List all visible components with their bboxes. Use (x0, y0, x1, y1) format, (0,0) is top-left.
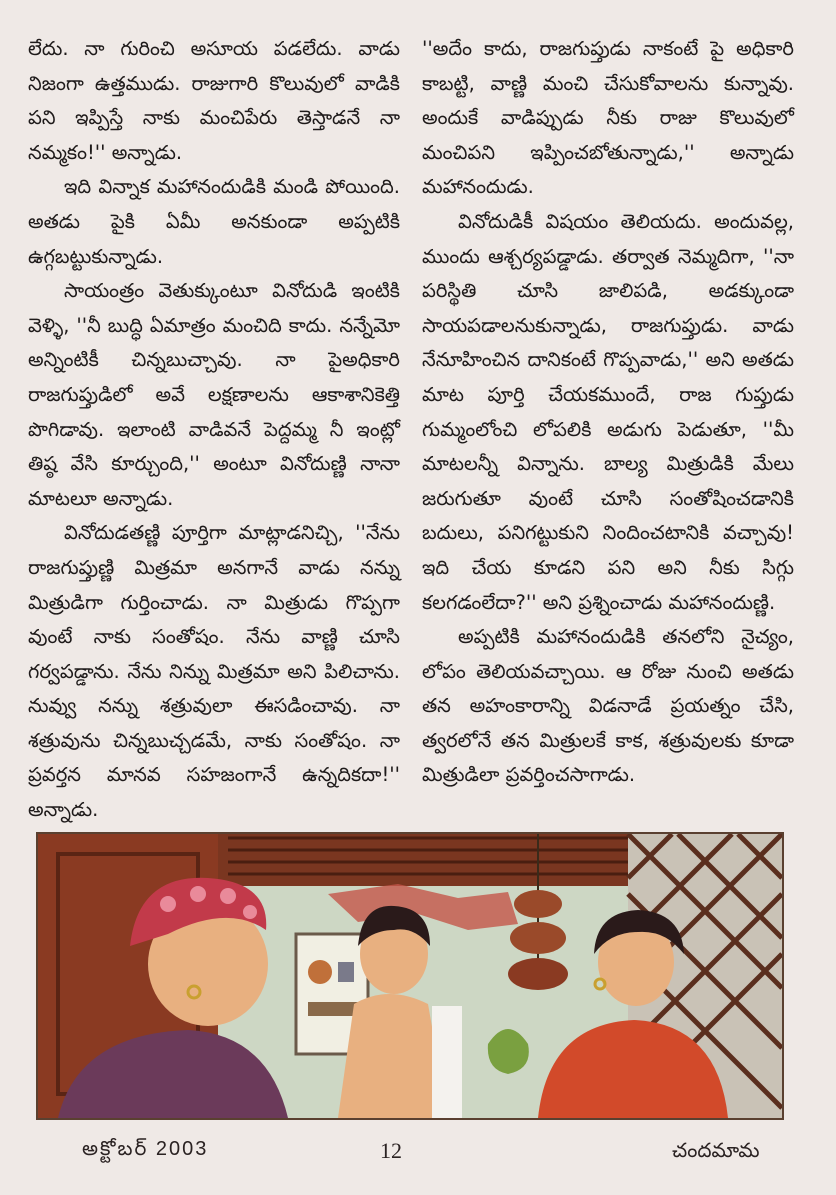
story-illustration (36, 832, 784, 1120)
paragraph: లేదు. నా గురించి అసూయ పడలేదు. వాడు నిజంగా ఉత్తముడు. రాజుగారి కొలువులో వాడికి పని ఇప్పిస్తే నాకు మంచిపేరు తెస్తాడనే నా నమ్మకం!'' అన్నాడు. (28, 37, 400, 164)
right-column (422, 32, 794, 793)
roof-beams (218, 834, 638, 886)
paragraph: ''అదేం కాదు, రాజగుప్తుడు నాకంటే పై అధికారి కాబట్టి, వాణ్ణి మంచి చేసుకోవాలను కున్నావు. అందుకే వాడిప్పుడు నీకు రాజు కొలువులో మంచిపని ఇప్పించబోతున్నాడు,'' అన్నాడు మహానందుడు. (422, 37, 794, 199)
magazine-name: చందమామ (672, 1138, 760, 1162)
paragraph: వినోదుడికీ విషయం తెలియదు. అందువల్ల, ముందు ఆశ్చర్యపడ్డాడు. తర్వాత నెమ్మదిగా, ''నా పరిస్థితి చూసి జాలిపడి, అడక్కుండా సాయపడాలనుకున్నాడు, రాజగుప్తుడు. వాడు నేనూహించిన దానికంటే గొప్పవాడు,'' అని అతడు మాట పూర్తి చేయకముందే, రాజ గుప్తుడు గుమ్మంలోంచి లోపలికి అడుగు పెడుతూ, ''మీ మాటలన్నీ విన్నాను. బాల్య మిత్రుడికి మేలు జరుగుతూ వుంటే చూసి సంతోషించడానికి బదులు, పనిగట్టుకుని నిందించటానికి వచ్చావు! ఇది చేయ కూడని పని అని నీకు సిగ్గు కలగడంలేదా?'' అని ప్రశ్నించాడు మహానందుణ్ణి. (422, 209, 794, 614)
footer-date: అక్టోబర్ 2003 (82, 1138, 209, 1160)
left-column (28, 32, 400, 828)
paragraph: సాయంత్రం వెతుక్కుంటూ వినోదుడి ఇంటికి వెళ్ళి, ''నీ బుద్ధి ఏమాత్రం మంచిది కాదు. నన్నేమో అన్నింటికీ చిన్నబుచ్చావు. నా పైఅధికారి రాజగుప్తుడిలో అవే లక్షణాలను ఆకాశానికెత్తి పొగిడావు. ఇలాంటి వాడివనే పెద్దమ్మ నీ ఇంట్లో తిష్ఠ వేసి కూర్చుంది,'' అంటూ వినోదుణ్ణి నానా మాటలూ అన్నాడు. (28, 279, 400, 510)
page-number: 12 (380, 1138, 402, 1163)
paragraph: అప్పటికి మహానందుడికి తనలోని నైచ్యం, లోపం తెలియవచ్చాయి. ఆ రోజు నుంచి అతడు తన అహంకారాన్ని విడనాడే ప్రయత్నం చేసి, త్వరలోనే తన మిత్రులకే కాక, శత్రువులకు కూడా మిత్రుడిలా ప్రవర్తించసాగాడు. (422, 625, 794, 787)
paragraph: ఇది విన్నాక మహానందుడికి మండి పోయింది. అతడు పైకి ఏమీ అనకుండా అప్పటికి ఉగ్గబట్టుకున్నాడు. (28, 175, 400, 268)
illustration-scene (38, 834, 782, 1118)
paragraph: వినోదుడతణ్ణి పూర్తిగా మాట్లాడనిచ్చి, ''నేను రాజగుప్తుణ్ణి మిత్రమా అనగానే వాడు నన్ను మిత్రుడిగా గుర్తించాడు. నా మిత్రుడు గొప్పగా వుంటే నాకు సంతోషం. నేను వాణ్ణి చూసి గర్వపడ్డాను. నేను నిన్ను మిత్రమా అని పిలిచాను. నువ్వు నన్ను శత్రువులా ఈసడించావు. నా శత్రువును చిన్నబుచ్చడమే, నాకు సంతోషం. నా ప్రవర్తన మానవ సహజంగానే ఉన్నదికదా!'' అన్నాడు. (28, 521, 400, 822)
